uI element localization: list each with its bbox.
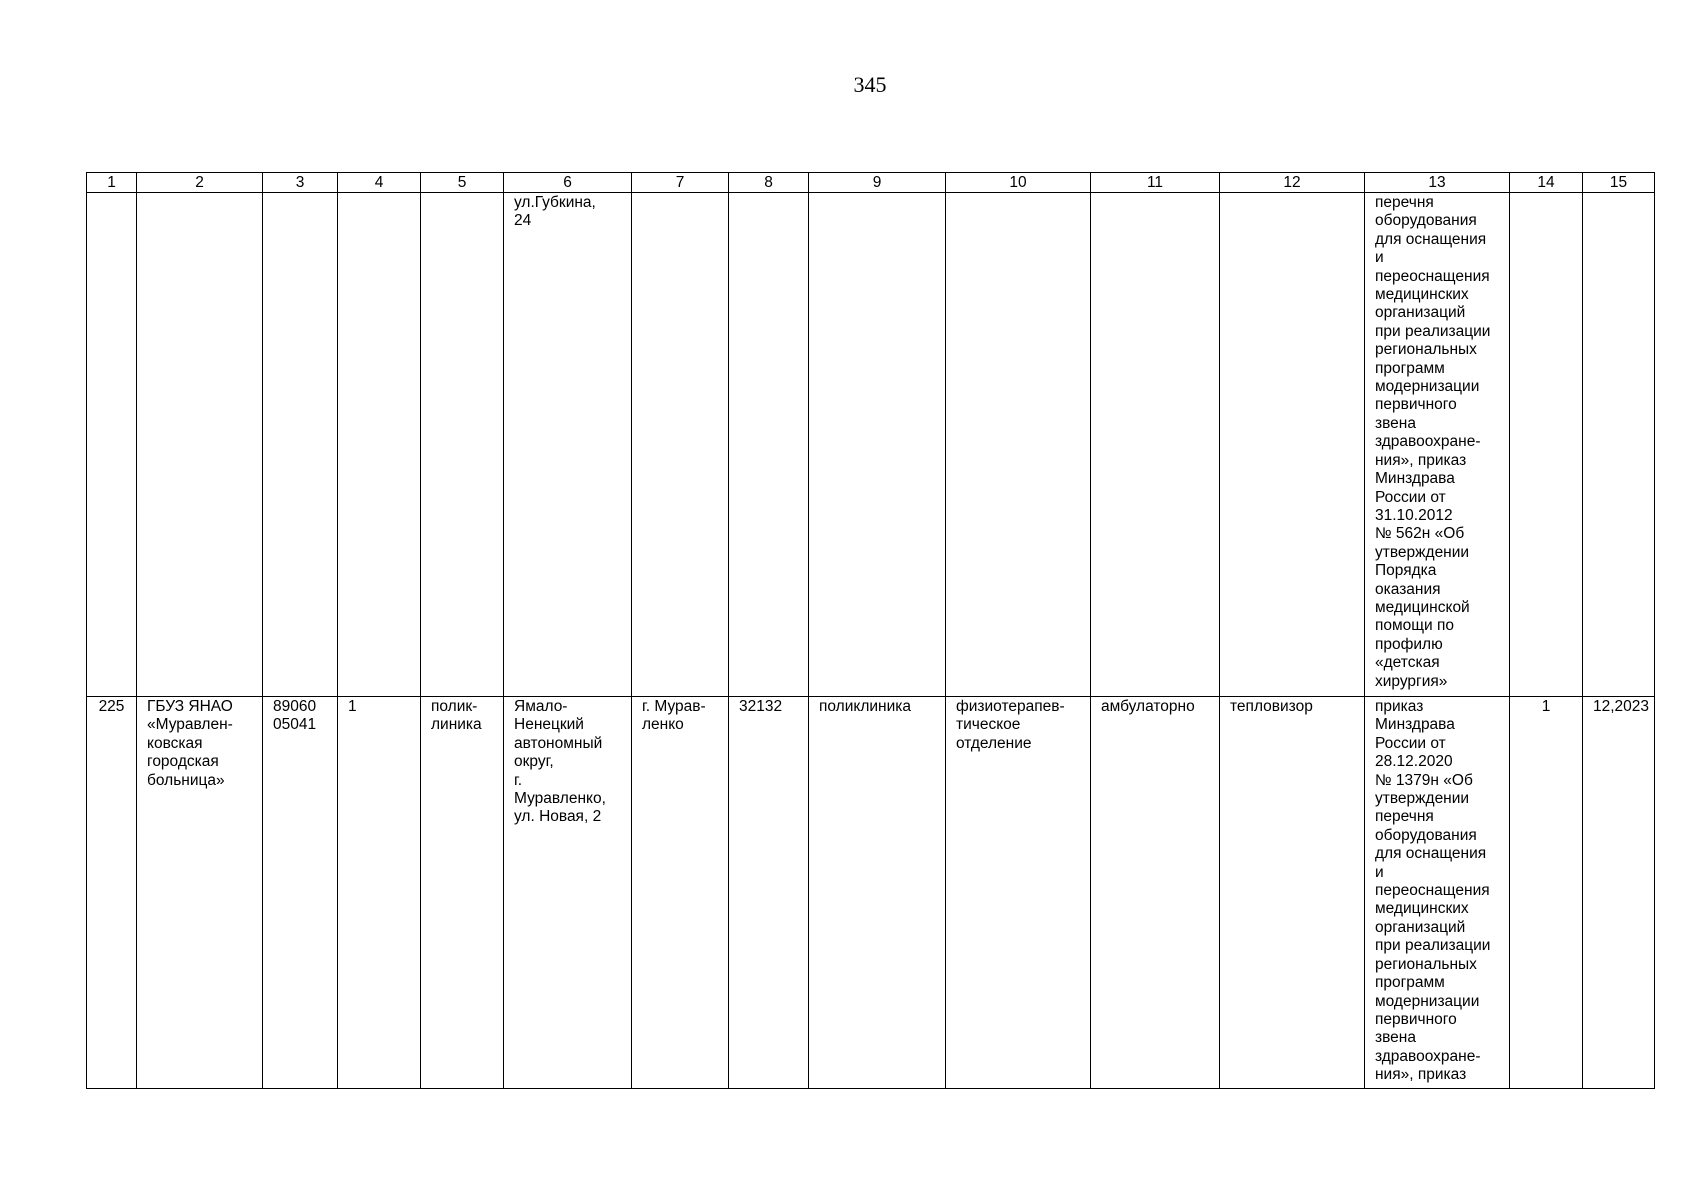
table-cell: 12,2023 [1583,697,1655,1089]
table-row [87,697,1655,1089]
table-cell [263,193,338,697]
equipment-table [86,172,1655,1089]
table-cell: 225 [87,697,137,1089]
column-number: 9 [809,173,946,193]
table-cell [137,193,263,697]
table-cell: физиотерапев- тическое отделение [946,697,1091,1089]
column-number: 3 [263,173,338,193]
table-cell [338,193,421,697]
column-number: 5 [421,173,504,193]
column-number: 2 [137,173,263,193]
table-cell: перечня оборудования для оснащения и переоснащения медицинских организаций при реализации региональных программ модернизации первичного звена здравоохране- ния», приказ Минздрава России от 31.10.2012 № 562н «Об утверждении Порядка оказания медицинской помощи по профилю «детская хирургия» [1365,193,1510,697]
table-cell: 1 [1510,697,1583,1089]
table-cell: амбулаторно [1091,697,1220,1089]
column-number: 11 [1091,173,1220,193]
table-cell [1583,193,1655,697]
table-cell: 1 [338,697,421,1089]
table-row [87,193,1655,697]
column-number: 8 [729,173,809,193]
column-number: 7 [632,173,729,193]
column-number-row [87,173,1655,193]
column-number: 14 [1510,173,1583,193]
column-number: 13 [1365,173,1510,193]
table-cell: ГБУЗ ЯНАО «Муравлен- ковская городская больница» [137,697,263,1089]
table-cell [421,193,504,697]
table-cell: полик- линика [421,697,504,1089]
column-number: 1 [87,173,137,193]
column-number: 6 [504,173,632,193]
column-number: 15 [1583,173,1655,193]
column-number: 12 [1220,173,1365,193]
table-cell: 89060 05041 [263,697,338,1089]
page-number: 345 [853,72,887,97]
table-cell: ул.Губкина, 24 [504,193,632,697]
column-number: 4 [338,173,421,193]
column-number: 10 [946,173,1091,193]
table-cell [729,193,809,697]
table-cell: тепловизор [1220,697,1365,1089]
table-cell [1220,193,1365,697]
table-cell: 32132 [729,697,809,1089]
table-cell [809,193,946,697]
table-cell [632,193,729,697]
table-cell [946,193,1091,697]
table-cell: приказ Минздрава России от 28.12.2020 № 1379н «Об утверждении перечня оборудования для оснащения и переоснащения медицинских организаций при реализации региональных программ модернизации первичного звена здравоохране- ния», приказ [1365,697,1510,1089]
table-cell: поликлиника [809,697,946,1089]
table-cell [1510,193,1583,697]
table-cell [1091,193,1220,697]
table-cell: г. Мурав- ленко [632,697,729,1089]
table-cell [87,193,137,697]
table-cell: Ямало- Ненецкий автономный округ, г. Муравленко, ул. Новая, 2 [504,697,632,1089]
